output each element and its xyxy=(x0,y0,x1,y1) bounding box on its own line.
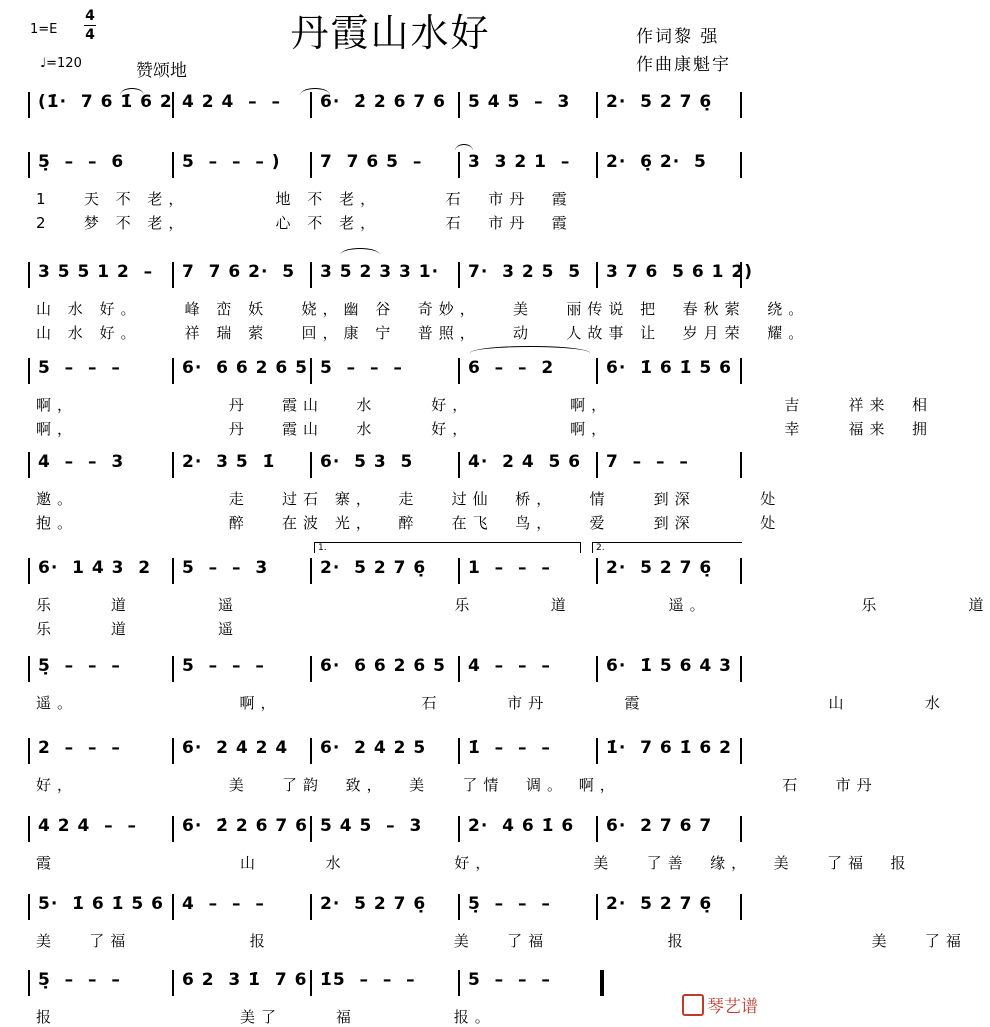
measure: 2· 5 2 7 6̣ xyxy=(320,894,427,914)
measure: 6 – – 2 xyxy=(468,358,555,378)
slur-mark xyxy=(300,88,330,95)
barline xyxy=(28,656,30,682)
measure: 6· 2̇ 2 6 7 6 xyxy=(182,816,308,836)
lyric-line: 2 梦 不 老， 心 不 老， 石 市丹 霞 xyxy=(36,214,573,232)
measure: 6· 6 6 2 6 5 xyxy=(182,358,308,378)
lyric-line: 邀。 走 过石 寨， 走 过仙 桥， 情 到深 处 xyxy=(36,490,782,508)
barline xyxy=(600,970,604,996)
measure: 5 4 5 – 3 xyxy=(320,816,423,836)
watermark-logo xyxy=(682,992,758,1017)
measure: 2· 3 5 1̇ xyxy=(182,452,276,472)
barline xyxy=(740,894,742,920)
key-signature: 1=E xyxy=(30,22,58,37)
lyric-line: 山 水 好。 祥 瑞 萦 回，康 宁 普照， 动 人故事 让 岁月荣 耀。 xyxy=(36,324,810,342)
measure: 4 – – – xyxy=(182,894,265,914)
lyric-line: 美 了福 报 美 了福 报 美 了福 xyxy=(36,932,967,950)
measure: 4 2 4 – – xyxy=(38,816,137,836)
barline xyxy=(458,452,460,478)
barline xyxy=(458,738,460,764)
measure: 3 5 5 1 2 – xyxy=(38,262,154,282)
measure: 5̣ – – – xyxy=(468,894,551,914)
barline xyxy=(310,816,312,842)
barline xyxy=(310,452,312,478)
measure: 6· 6 6 2 6 5 xyxy=(320,656,446,676)
measure: 1̇5 – – – xyxy=(320,970,416,990)
barline xyxy=(172,656,174,682)
barline xyxy=(596,92,598,118)
barline xyxy=(458,152,460,178)
measure: 1 – – – xyxy=(468,558,551,578)
slur-mark xyxy=(340,248,380,255)
barline xyxy=(458,816,460,842)
lyric-line: 1 天 不 老， 地 不 老， 石 市丹 霞 xyxy=(36,190,573,208)
barline xyxy=(458,262,460,288)
measure: 5 – – – xyxy=(38,358,121,378)
barline xyxy=(458,894,460,920)
barline xyxy=(596,152,598,178)
barline xyxy=(458,558,460,584)
lyricist-credit: 作词黎 强 xyxy=(636,27,720,47)
measure: 6· 2 4 2 4 xyxy=(182,738,289,758)
measure: 5 – – – ) xyxy=(182,152,281,172)
barline xyxy=(458,92,460,118)
measure: 2· 4 6 1̇ 6 xyxy=(468,816,575,836)
measure: 6· 1̇ 6 1̇ 5 6 xyxy=(606,358,732,378)
measure: 4· 2 4 5 6 xyxy=(468,452,582,472)
lyric-line: 山 水 好。 峰 峦 妖 娆，幽 谷 奇妙， 美 丽传说 把 春秋萦 绕。 xyxy=(36,300,810,318)
barline xyxy=(740,558,742,584)
tempo-marking: ♩=120 xyxy=(40,56,82,71)
volta-first-ending: 1. xyxy=(314,542,581,553)
measure: 6· 2̇ 2 6 7 6 xyxy=(320,92,446,112)
lyric-line: 遥。 啊， 石 市丹 霞 山 水 xyxy=(36,694,946,712)
meter-bottom: 4 xyxy=(85,27,95,43)
measure: 4 – – 3 xyxy=(38,452,125,472)
barline xyxy=(458,358,460,384)
barline xyxy=(740,452,742,478)
measure: 1̇· 7 6 1̇ 6 2 xyxy=(606,738,732,758)
barline xyxy=(28,92,30,118)
barline xyxy=(310,558,312,584)
measure: 6· 2 7 6 7 xyxy=(606,816,713,836)
measure: 1̇ – – – xyxy=(468,738,551,758)
barline xyxy=(172,816,174,842)
meter-top: 4 xyxy=(85,8,95,24)
barline xyxy=(458,970,460,996)
measure: 6 2 3 1̇ 7 6 xyxy=(182,970,308,990)
barline xyxy=(28,738,30,764)
measure: 5 4 5 – 3 xyxy=(468,92,571,112)
barline xyxy=(458,656,460,682)
song-title: 丹霞山水好 xyxy=(290,11,491,55)
measure: 6· 1 4 3 2 xyxy=(38,558,152,578)
volta-second-ending: 2. xyxy=(592,542,742,553)
barline xyxy=(172,558,174,584)
barline xyxy=(310,92,312,118)
barline xyxy=(740,738,742,764)
barline xyxy=(596,452,598,478)
measure: 5̣ – – – xyxy=(38,656,121,676)
watermark-text: 琴艺谱 xyxy=(707,997,758,1017)
measure: 2· 5 2 7 6̣ xyxy=(320,558,427,578)
barline xyxy=(310,262,312,288)
barline xyxy=(28,152,30,178)
barline xyxy=(28,262,30,288)
measure: 5 – – 3 xyxy=(182,558,269,578)
measure: (1̇· 7 6 1̇ 6 2 xyxy=(38,92,173,112)
barline xyxy=(310,152,312,178)
measure: 2 – – – xyxy=(38,738,121,758)
lyric-line: 乐 道 遥 xyxy=(36,620,239,638)
barline xyxy=(172,452,174,478)
barline xyxy=(310,358,312,384)
barline xyxy=(28,358,30,384)
barline xyxy=(596,738,598,764)
measure: 4 – – – xyxy=(468,656,551,676)
measure: 7· 3 2 5 5 xyxy=(468,262,582,282)
measure: 5 – – – xyxy=(468,970,551,990)
logo-icon xyxy=(682,994,704,1016)
measure: 4 2 4 – – xyxy=(182,92,281,112)
measure: 6· 5 3 5 xyxy=(320,452,414,472)
measure: 2· 5 2 7 6̣ xyxy=(606,558,713,578)
lyric-line: 报 美了 福 报。 xyxy=(36,1008,496,1026)
barline xyxy=(596,262,598,288)
measure: 5 – – – xyxy=(182,656,265,676)
measure: 2· 5 2 7 6̣ xyxy=(606,92,713,112)
barline xyxy=(28,894,30,920)
measure: 2· 6̣ 2· 5 xyxy=(606,152,707,172)
barline xyxy=(596,894,598,920)
barline xyxy=(596,358,598,384)
barline xyxy=(596,656,598,682)
measure: 7 – – – xyxy=(606,452,689,472)
lyric-line: 啊， 丹 霞山 水 好， 啊， 幸 福来 拥 xyxy=(36,420,934,438)
barline xyxy=(596,558,598,584)
measure: 6· 1̇ 5 6 4 3 xyxy=(606,656,732,676)
barline xyxy=(172,262,174,288)
barline xyxy=(172,358,174,384)
measure: 5̣ – – 6 xyxy=(38,152,125,172)
barline xyxy=(172,738,174,764)
expression-marking: 赞颂地 xyxy=(136,61,187,81)
barline xyxy=(172,894,174,920)
lyric-line: 乐 道 遥 乐 道 遥。 乐 道 xyxy=(36,596,990,614)
barline xyxy=(310,738,312,764)
barline xyxy=(740,816,742,842)
barline xyxy=(172,152,174,178)
measure: 3 7 6 5 6 1 2) xyxy=(606,262,753,282)
barline xyxy=(310,656,312,682)
lyric-line: 抱。 醉 在波 光， 醉 在飞 鸟， 爱 到深 处 xyxy=(36,514,782,532)
slur-mark xyxy=(470,346,590,353)
barline xyxy=(310,970,312,996)
measure: 5 – – – xyxy=(320,358,403,378)
barline xyxy=(172,970,174,996)
lyric-line: 啊， 丹 霞山 水 好， 啊， 吉 祥来 相 xyxy=(36,396,934,414)
barline xyxy=(740,358,742,384)
barline xyxy=(310,894,312,920)
barline xyxy=(740,656,742,682)
measure: 3 5 2 3 3 1· xyxy=(320,262,440,282)
barline xyxy=(740,152,742,178)
barline xyxy=(740,92,742,118)
barline xyxy=(28,452,30,478)
measure: 7 7 6 5 – xyxy=(320,152,423,172)
measure: 5· 1̇ 6 1̇ 5 6 xyxy=(38,894,164,914)
barline xyxy=(28,816,30,842)
composer-credit: 作曲康魁宇 xyxy=(636,55,731,75)
measure: 3 3 2 1 – xyxy=(468,152,571,172)
slur-mark xyxy=(120,88,144,95)
barline xyxy=(596,816,598,842)
measure: 6· 2 4 2 5 xyxy=(320,738,427,758)
measure: 5̣ – – – xyxy=(38,970,121,990)
lyric-line: 好， 美 了韵 致， 美 了情 调。 啊， 石 市丹 xyxy=(36,776,878,794)
measure: 2· 5 2 7 6̣ xyxy=(606,894,713,914)
barline xyxy=(28,558,30,584)
measure: 7 7 6 2· 5 xyxy=(182,262,296,282)
slur-mark xyxy=(455,144,473,151)
lyric-line: 霞 山 水 好， 美 了善 缘， 美 了福 报 xyxy=(36,854,912,872)
barline xyxy=(28,970,30,996)
